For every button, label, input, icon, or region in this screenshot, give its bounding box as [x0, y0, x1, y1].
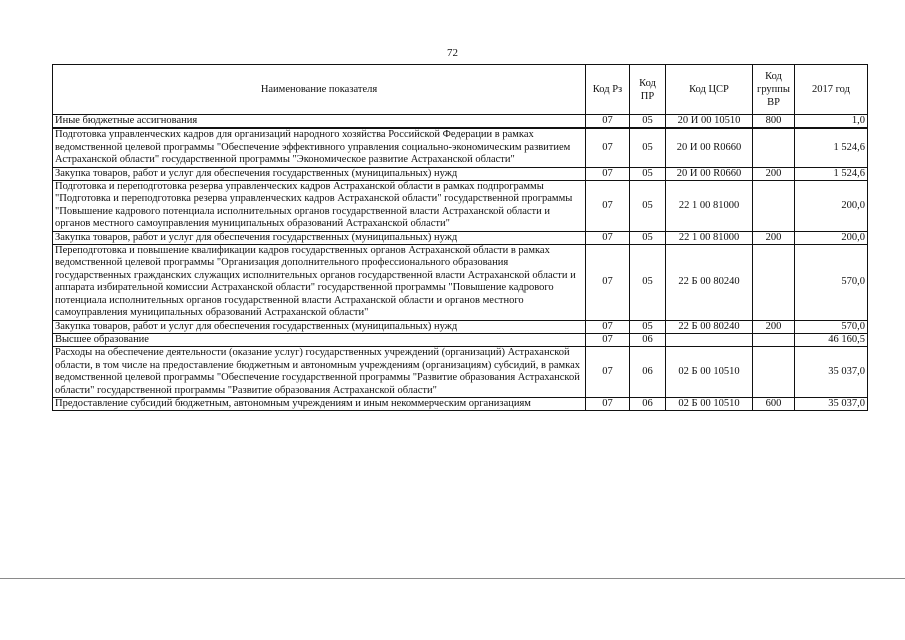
cell-vr: 200	[753, 167, 795, 180]
cell-amount: 1,0	[795, 115, 868, 129]
cell-pr: 05	[630, 181, 666, 232]
table-row	[53, 128, 868, 167]
cell-rz: 07	[586, 115, 630, 129]
cell-rz: 07	[586, 128, 630, 167]
page-bottom-rule	[0, 578, 905, 579]
cell-name: Переподготовка и повышение квалификации кадров государственных органов Астраханской области в рамках ведомственной целевой программы "Организация дополнительного профессионального образования государственных гражданских служащих исполнительных органов государственной власти Астраханской области и аппарата избирательной комиссии Астраханской области" государственной программы "Повышение кадрового потенциала исполнительных органов государственной власти Астраханской области и органов местного самоуправления муниципальных образований Астраханской области"	[53, 245, 586, 320]
table-row	[53, 181, 868, 232]
cell-pr: 05	[630, 231, 666, 244]
cell-csr: 22 1 00 81000	[666, 181, 753, 232]
table-row	[53, 347, 868, 398]
cell-amount: 1 524,6	[795, 167, 868, 180]
cell-csr: 02 Б 00 10510	[666, 347, 753, 398]
cell-pr: 06	[630, 347, 666, 398]
header-year: 2017 год	[795, 65, 868, 115]
cell-vr: 200	[753, 320, 795, 333]
cell-pr: 05	[630, 320, 666, 333]
cell-name: Подготовка управленческих кадров для организаций народного хозяйства Российской Федерации в рамках ведомственной целевой программы "Обеспечение эффективного управления социально-экономическим развитием Астраханской области" государственной программы "Экономическое развитие Астраханской области"	[53, 128, 586, 167]
cell-name: Высшее образование	[53, 333, 586, 346]
cell-name: Подготовка и переподготовка резерва управленческих кадров Астраханской области в рамках подпрограммы "Подготовка и переподготовка резерва управленческих кадров Астраханской области" государственной программы "Повышение кадрового потенциала исполнительных органов государственной власти Астраханской области и органов местного самоуправления муниципальных образований Астраханской области"	[53, 181, 586, 232]
cell-rz: 07	[586, 167, 630, 180]
cell-vr: 200	[753, 231, 795, 244]
cell-name: Иные бюджетные ассигнования	[53, 115, 586, 129]
cell-vr	[753, 181, 795, 232]
cell-vr: 600	[753, 397, 795, 410]
table-row	[53, 115, 868, 129]
cell-amount: 570,0	[795, 245, 868, 320]
cell-rz: 07	[586, 245, 630, 320]
cell-vr: 800	[753, 115, 795, 129]
table-body	[53, 115, 868, 411]
cell-name: Закупка товаров, работ и услуг для обеспечения государственных (муниципальных) нужд	[53, 320, 586, 333]
cell-amount: 35 037,0	[795, 397, 868, 410]
table-row	[53, 320, 868, 333]
cell-rz: 07	[586, 231, 630, 244]
cell-amount: 1 524,6	[795, 128, 868, 167]
header-csr: Код ЦСР	[666, 65, 753, 115]
cell-csr: 22 Б 00 80240	[666, 245, 753, 320]
header-vr: Код группы ВР	[753, 65, 795, 115]
cell-amount: 35 037,0	[795, 347, 868, 398]
table-row	[53, 231, 868, 244]
budget-table	[52, 64, 868, 411]
header-pr: Код ПР	[630, 65, 666, 115]
cell-csr: 20 И 00 R0660	[666, 167, 753, 180]
cell-rz: 07	[586, 333, 630, 346]
cell-pr: 06	[630, 397, 666, 410]
cell-pr: 05	[630, 245, 666, 320]
cell-csr: 20 И 00 R0660	[666, 128, 753, 167]
cell-amount: 200,0	[795, 181, 868, 232]
cell-vr	[753, 347, 795, 398]
cell-name: Закупка товаров, работ и услуг для обеспечения государственных (муниципальных) нужд	[53, 167, 586, 180]
cell-pr: 05	[630, 167, 666, 180]
header-row	[53, 65, 868, 115]
cell-rz: 07	[586, 397, 630, 410]
cell-name: Расходы на обеспечение деятельности (оказание услуг) государственных учреждений (организаций) Астраханской области, в том числе на предоставление бюджетным и автономным учреждениям (организациям) субсидий, в рамках ведомственной целевой программы "Обеспечение государственной программы "Развитие образования Астраханской области" государственной программы "Развитие образования Астраханской области"	[53, 347, 586, 398]
cell-pr: 06	[630, 333, 666, 346]
cell-csr	[666, 333, 753, 346]
table-row	[53, 333, 868, 346]
table-row	[53, 397, 868, 410]
cell-csr: 20 И 00 10510	[666, 115, 753, 129]
cell-csr: 22 1 00 81000	[666, 231, 753, 244]
cell-csr: 22 Б 00 80240	[666, 320, 753, 333]
header-rz: Код Рз	[586, 65, 630, 115]
cell-amount: 200,0	[795, 231, 868, 244]
cell-rz: 07	[586, 347, 630, 398]
table-row	[53, 167, 868, 180]
cell-rz: 07	[586, 320, 630, 333]
cell-pr: 05	[630, 128, 666, 167]
cell-pr: 05	[630, 115, 666, 129]
cell-vr	[753, 333, 795, 346]
cell-name: Предоставление субсидий бюджетным, автономным учреждениям и иным некоммерческим организациям	[53, 397, 586, 410]
cell-rz: 07	[586, 181, 630, 232]
cell-csr: 02 Б 00 10510	[666, 397, 753, 410]
cell-vr	[753, 245, 795, 320]
page-number: 72	[447, 47, 458, 59]
table-row	[53, 245, 868, 320]
cell-amount: 570,0	[795, 320, 868, 333]
cell-vr	[753, 128, 795, 167]
cell-amount: 46 160,5	[795, 333, 868, 346]
cell-name: Закупка товаров, работ и услуг для обеспечения государственных (муниципальных) нужд	[53, 231, 586, 244]
header-name: Наименование показателя	[53, 65, 586, 115]
